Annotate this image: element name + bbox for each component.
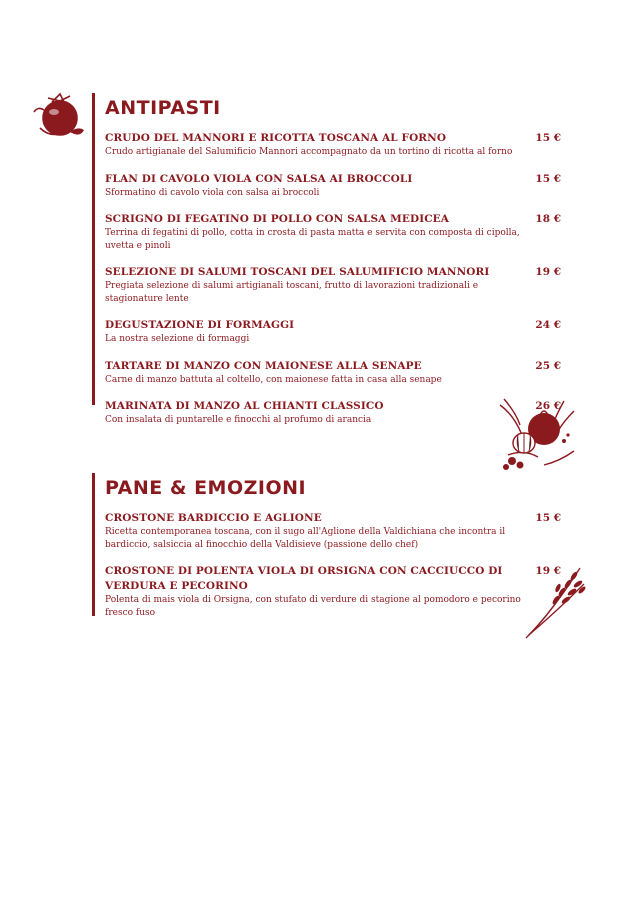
item-description: Crudo artigianale del Salumificio Mannori accompagnato da un tortino di ricotta al forno (105, 147, 513, 157)
item-price: 19 € (535, 266, 561, 278)
menu-item (105, 564, 575, 619)
item-name: FLAN DI CAVOLO VIOLA CON SALSA AI BROCCOLI (105, 172, 413, 185)
section-antipasti (92, 93, 575, 425)
item-price: 18 € (535, 213, 561, 225)
menu-item (105, 131, 575, 159)
item-description: Carne di manzo battuta al coltello, con maionese fatta in casa alla senape (105, 374, 442, 385)
item-name: SCRIGNO DI FEGATINO DI POLLO CON SALSA MEDICEA (105, 213, 450, 225)
menu-item (105, 172, 575, 200)
item-description: La nostra selezione di formaggi (105, 334, 250, 344)
item-name: MARINATA DI MANZO AL CHIANTI CLASSICO (105, 400, 384, 412)
item-name: TARTARE DI MANZO CON MAIONESE ALLA SENAPE (105, 359, 422, 372)
menu-item (105, 511, 575, 551)
item-description: Polenta di mais viola di Orsigna, con stufato di verdure di stagione al pomodoro e pecorino fresco fuso (105, 595, 521, 618)
section-title: ANTIPASTI (105, 97, 221, 119)
item-description: Terrina di fegatini di pollo, cotta in crosta di pasta matta e servita con composta di cipolla, uvetta e pinoli (105, 228, 520, 251)
item-price: 19 € (535, 565, 561, 577)
menu-item (105, 265, 575, 305)
item-price: 15 € (535, 172, 561, 185)
item-description: Con insalata di puntarelle e finocchi al profumo di arancia (105, 415, 372, 425)
item-price: 24 € (535, 319, 561, 331)
item-name: CRUDO DEL MANNORI E RICOTTA TOSCANA AL FORNO (105, 132, 447, 144)
item-description: Pregiata selezione di salumi artigianali toscani, frutto di lavorazioni tradizionali e stagionature lente (105, 281, 479, 304)
item-price: 15 € (535, 132, 561, 144)
item-name: SELEZIONE DI SALUMI TOSCANI DEL SALUMIFICIO MANNORI (105, 266, 490, 278)
section-title: PANE & EMOZIONI (105, 477, 307, 499)
item-name: DEGUSTAZIONE DI FORMAGGI (105, 319, 295, 331)
menu-item (105, 359, 575, 387)
tomato-illustration-icon (30, 88, 88, 144)
item-price: 26 € (535, 400, 561, 412)
menu-item (105, 318, 575, 346)
item-price: 15 € (535, 512, 561, 524)
item-name: CROSTONE DI POLENTA VIOLA DI ORSIGNA CON CACCIUCCO DI VERDURA E PECORINO (105, 565, 503, 592)
item-price: 25 € (535, 359, 561, 372)
section-pane-emozioni (92, 473, 575, 616)
menu-item (105, 212, 575, 252)
menu-item (105, 399, 575, 427)
item-description: Sformatino di cavolo viola con salsa ai broccoli (105, 187, 320, 198)
item-description: Ricetta contemporanea toscana, con il sugo all'Aglione della Valdichiana che incontra il bardiccio, salsiccia al finocchio della Valdisieve (passione dello chef) (105, 527, 506, 550)
item-name: CROSTONE BARDICCIO E AGLIONE (105, 512, 322, 524)
